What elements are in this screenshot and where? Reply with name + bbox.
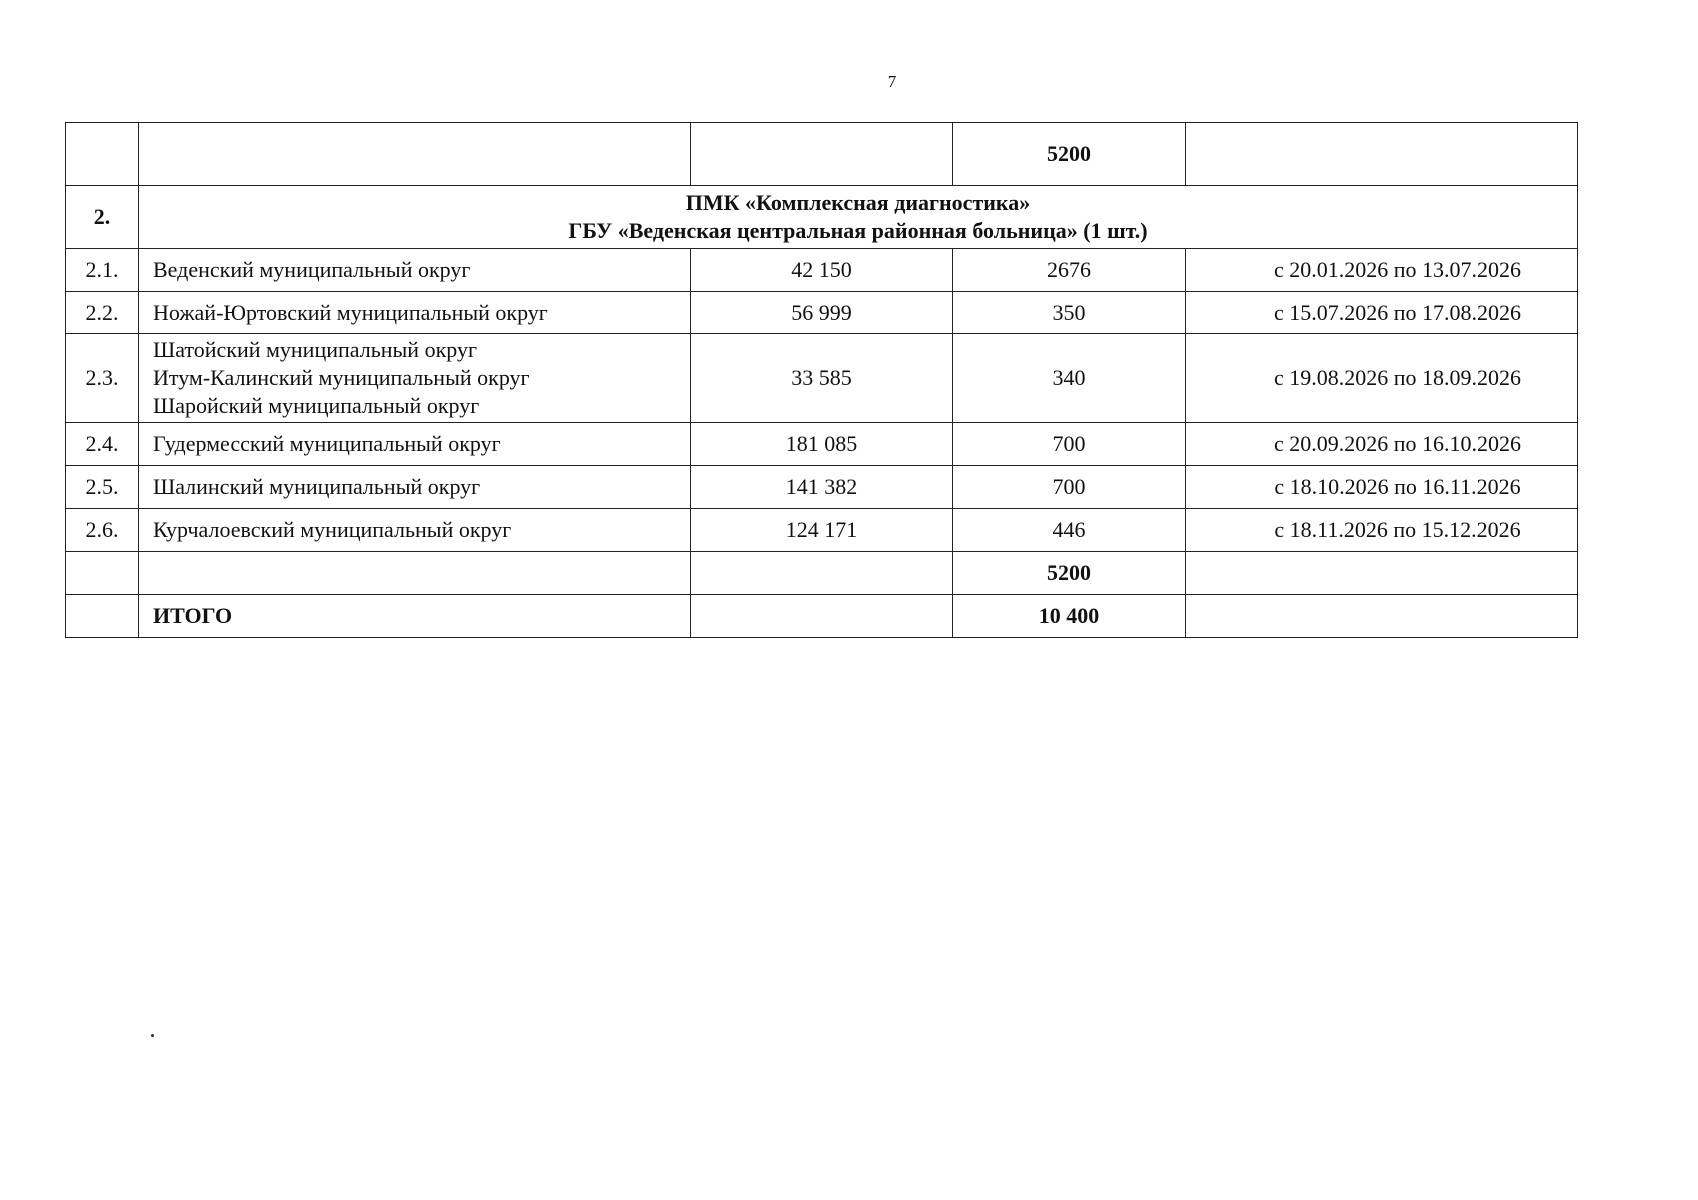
row-count: 340	[953, 334, 1186, 423]
cell-empty	[66, 123, 139, 186]
table-row	[66, 466, 1578, 509]
row-district: Шаройский муниципальный округ	[153, 393, 480, 418]
table-row	[66, 423, 1578, 466]
table-row	[66, 509, 1578, 552]
cell-empty	[1186, 595, 1578, 638]
cell-empty	[691, 552, 953, 595]
row-district-group	[139, 334, 691, 423]
row-period: с 19.08.2026 по 18.09.2026	[1186, 334, 1578, 423]
cell-empty	[691, 123, 953, 186]
section-title-line1: ПМК «Комплексная диагностика»	[685, 190, 1031, 215]
row-period: с 15.07.2026 по 17.08.2026	[1186, 292, 1578, 334]
row-population: 33 585	[691, 334, 953, 423]
cell-empty	[1186, 123, 1578, 186]
cell-empty	[66, 552, 139, 595]
row-number: 2.6.	[66, 509, 139, 552]
row-district: Итум-Калинский муниципальный округ	[153, 365, 530, 390]
subtotal-row	[66, 552, 1578, 595]
row-number: 2.5.	[66, 466, 139, 509]
row-population: 56 999	[691, 292, 953, 334]
row-number: 2.2.	[66, 292, 139, 334]
row-population: 141 382	[691, 466, 953, 509]
row-population: 124 171	[691, 509, 953, 552]
row-population: 181 085	[691, 423, 953, 466]
row-count: 446	[953, 509, 1186, 552]
row-period: с 18.10.2026 по 16.11.2026	[1186, 466, 1578, 509]
cell-empty	[139, 123, 691, 186]
top-total-row	[66, 123, 1578, 186]
row-number: 2.4.	[66, 423, 139, 466]
row-count: 700	[953, 466, 1186, 509]
subtotal-count: 5200	[953, 552, 1186, 595]
table-row	[66, 334, 1578, 423]
row-district: Шатойский муниципальный округ	[153, 337, 477, 362]
row-district: Курчалоевский муниципальный округ	[139, 509, 691, 552]
grand-total-row	[66, 595, 1578, 638]
row-count: 350	[953, 292, 1186, 334]
row-number: 2.1.	[66, 249, 139, 292]
table-row	[66, 249, 1578, 292]
table-row	[66, 292, 1578, 334]
section-header-row	[66, 186, 1578, 249]
row-population: 42 150	[691, 249, 953, 292]
row-district: Шалинский муниципальный округ	[139, 466, 691, 509]
section-number: 2.	[66, 186, 139, 249]
total-count: 10 400	[953, 595, 1186, 638]
row-period: с 20.09.2026 по 16.10.2026	[1186, 423, 1578, 466]
cell-empty	[691, 595, 953, 638]
section-title	[139, 186, 1578, 249]
row-district: Веденский муниципальный округ	[139, 249, 691, 292]
cell-empty	[66, 595, 139, 638]
page-number: 7	[887, 72, 897, 91]
cell-empty	[1186, 552, 1578, 595]
scan-dot	[151, 1034, 154, 1037]
top-count: 5200	[953, 123, 1186, 186]
row-period: с 18.11.2026 по 15.12.2026	[1186, 509, 1578, 552]
cell-empty	[139, 552, 691, 595]
row-period: с 20.01.2026 по 13.07.2026	[1186, 249, 1578, 292]
row-count: 2676	[953, 249, 1186, 292]
row-district: Гудермесский муниципальный округ	[139, 423, 691, 466]
section-title-line2: ГБУ «Веденская центральная районная больница» (1 шт.)	[568, 218, 1148, 243]
row-district: Ножай-Юртовский муниципальный округ	[139, 292, 691, 334]
schedule-table	[65, 122, 1578, 638]
row-count: 700	[953, 423, 1186, 466]
row-number: 2.3.	[66, 334, 139, 423]
total-label: ИТОГО	[139, 595, 691, 638]
